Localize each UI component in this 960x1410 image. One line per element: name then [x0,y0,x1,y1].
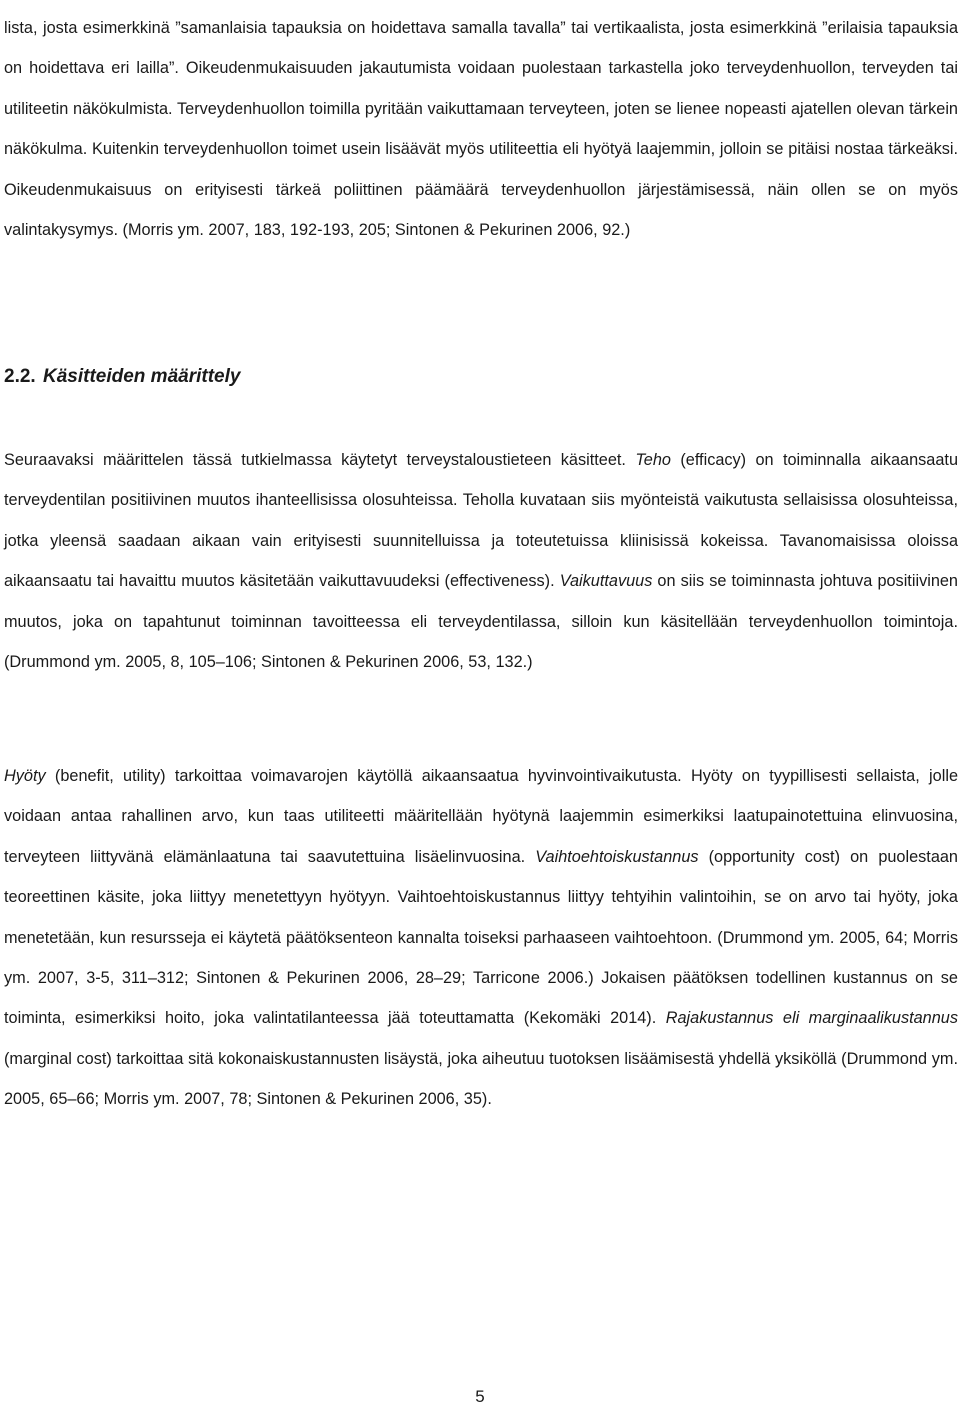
section-heading [4,362,240,392]
term-teho: Teho [635,451,671,469]
text-segment: Seuraavaksi määrittelen tässä tutkielmassa käytetyt terveystaloustieteen käsitteet. [4,451,636,469]
section-title: Käsitteiden määrittely [42,366,241,387]
paragraph-definitions-1 [4,440,958,682]
text-segment: (marginal cost) tarkoittaa sitä kokonaiskustannusten lisäystä, joka aiheutuu tuotoksen lisäämisestä yhdellä yksiköllä (Drummond ym. 2005, 65–66; Morris ym. 2007, 78; Sintonen & Pekurinen 2006, 35). [4,1049,958,1109]
term-rajakustannus: Rajakustannus eli marginaalikustannus [665,1009,958,1028]
term-hyoty: Hyöty [4,767,46,785]
term-vaihtoehtoiskustannus: Vaihtoehtoiskustannus [535,847,699,866]
text-segment: (opportunity cost) on puolestaan teoreettinen käsite, joka liittyy menetettyyn hyötyyn. Vaihtoehtoiskustannus liittyy tehtyihin valintoihin, se on arvo tai hyöty, joka menetetään, kun resursseja ei käytetä päätöksenteon kannalta toiseksi parhaaseen vaihtoehtoon. (Drummond ym. 2005, 64; Morris ym. 2007, 3-5, 311–312; Sintonen & Pekurinen 2006, 28–29; Tarricone 2006.) Jokaisen päätöksen todellinen kustannus on se toiminta, esimerkiksi hoito, joka valintatilanteessa jää toteuttamatta (Kekomäki 2014). [4,847,958,1028]
paragraph-top: lista, josta esimerkkinä ”samanlaisia tapauksia on hoidettava samalla tavalla” tai vertikaalista, josta esimerkkinä ”erilaisia tapauksia on hoidettava eri lailla”. Oikeudenmukaisuuden jakautumista voidaan puolestaan tarkastella joko terveydenhuollon, terveyden tai utiliteetin näkökulmista. Terveydenhuollon toimilla pyritään vaikuttamaan terveyteen, joten se lienee nopeasti ajatellen olevan tärkein näkökulma. Kuitenkin terveydenhuollon toimet usein lisäävät myös utiliteettia eli hyötyä laajemmin, jolloin se pitäisi nostaa tärkeäksi. Oikeudenmukaisuus on erityisesti tärkeä poliittinen päämäärä terveydenhuollon järjestämisessä, näin ollen se on myös valintakysymys. (Morris ym. 2007, 183, 192-193, 205; Sintonen & Pekurinen 2006, 92.) [4,19,958,240]
text-segment: on siis se toiminnasta johtuva positiivinen muutos, joka on tapahtunut toiminnan tavoitteessa eli terveydentilassa, silloin kun käsitellään terveydenhuollon toimintoja. (Drummond ym. 2005, 8, 105–106; Sintonen & Pekurinen 2006, 53, 132.) [4,572,958,672]
section-number: 2.2. [4,366,36,387]
page-number: 5 [475,1387,485,1406]
text-segment: (benefit, utility) tarkoittaa voimavarojen käytöllä aikaansaatua hyvinvointivaikutusta. Hyöty on tyypillisesti sellaista, jolle voidaan antaa rahallinen arvo, kun taas utiliteetti määritellään hyötynä laajemmin esimerkiksi laatupainotettuina elinvuosina, terveyteen liittyvänä elämänlaatuna tai saavutettuina lisäelinvuosina. [4,767,958,866]
paragraph-definitions-2 [4,756,958,1120]
text-segment: (efficacy) on toiminnalla aikaansaatu terveydentilan positiivinen muutos ihanteellisissa olosuhteissa. Teholla kuvataan siis myönteistä vaikutusta sellaisissa olosuhteissa, jotka yleensä saadaan aikaan vain erityisesti suunnitelluissa ja toteutetuissa kliinisissä kokeissa. Tavanomaisissa oloissa aikaansaatu tai havaittu muutos käsitetään vaikuttavuudeksi (effectiveness). [4,451,958,591]
term-vaikuttavuus: Vaikuttavuus [559,572,653,591]
